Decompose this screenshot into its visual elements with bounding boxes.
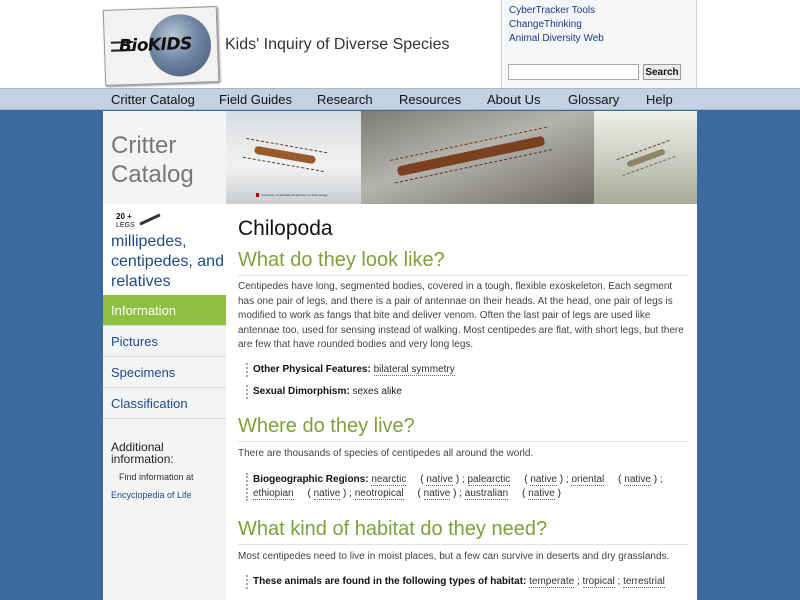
sidebar-item-pictures[interactable]: Pictures [103, 326, 226, 357]
nav-field-guides[interactable]: Field Guides [219, 92, 292, 107]
search-button[interactable]: Search [643, 64, 681, 80]
logo-text: BioKIDS [118, 33, 193, 57]
group-name: millipedes, centipedes, and relatives [111, 233, 224, 290]
dimorphism-row [246, 385, 686, 399]
search-input[interactable] [508, 64, 639, 80]
sidebar-item-information[interactable]: Information [103, 295, 226, 326]
photo-credit: University of Nebraska Department of Entomology [256, 193, 328, 197]
nav-critter-catalog[interactable]: Critter Catalog [111, 92, 195, 107]
other-features-label: Other Physical Features: [253, 364, 371, 375]
legs-number: 20 + [116, 212, 132, 221]
link-cybertracker[interactable]: CyberTracker Tools [509, 5, 596, 16]
other-features-value[interactable]: bilateral symmetry [373, 364, 455, 375]
region-oriental[interactable]: oriental [571, 474, 605, 485]
other-features-row [246, 363, 686, 377]
region-neotropical[interactable]: neotropical [354, 488, 404, 499]
additional-info-heading: Additional information: [111, 440, 174, 466]
region-nearctic[interactable]: nearctic [371, 474, 407, 485]
sidebar-item-specimens[interactable]: Specimens [103, 357, 226, 388]
live-text: There are thousands of species of centipedes all around the world. [238, 448, 534, 459]
habitat-temperate[interactable]: temperate [529, 576, 575, 587]
find-info-text: Find information at [119, 472, 194, 482]
page-title: Chilopoda [238, 217, 333, 240]
heading-look: What do they look like? [238, 249, 688, 276]
region-ethiopian[interactable]: ethiopian [253, 488, 294, 499]
dimorphism-label: Sexual Dimorphism: [253, 386, 350, 397]
habitat-terrestrial[interactable]: terrestrial [623, 576, 665, 587]
look-text: Centipedes have long, segmented bodies, covered in a tough, flexible exoskeleton. Each segment has one pair of legs, and there is a pair of antennae on their heads. At the head, one pair of legs is modified to work as fangs that bite and deliver venom. Often the last pair of legs are used like antennae too, used for sensing instead of walking. Most centipedes are flat, with short legs, but there are few that have rounded bodies and very long legs. [238, 281, 684, 350]
nav-glossary[interactable]: Glossary [568, 92, 620, 107]
group-header [103, 204, 226, 296]
legs-label: LEGS [116, 222, 135, 229]
link-changethinking[interactable]: ChangeThinking [509, 19, 582, 30]
side-nav [103, 295, 226, 419]
biokids-logo[interactable] [103, 6, 220, 86]
native-australian[interactable]: native [528, 488, 555, 499]
habitat-types-row: These animals are found in the following types of habitat: temperate ; tropical ; terrestrial [246, 575, 686, 589]
sidebar-item-classification[interactable]: Classification [103, 388, 226, 419]
region-australian[interactable]: australian [464, 488, 509, 499]
legs-count-icon [113, 212, 165, 234]
nav-help[interactable]: Help [646, 92, 673, 107]
main-nav [0, 88, 800, 110]
habitat-types-label: These animals are found in the following types of habitat: [253, 576, 527, 587]
banner-photos [226, 111, 697, 204]
site-title: Kids' Inquiry of Diverse Species [225, 36, 450, 53]
heading-live: Where do they live? [238, 415, 688, 442]
region-palearctic[interactable]: palearctic [467, 474, 511, 485]
nav-research[interactable]: Research [317, 92, 373, 107]
native-palearctic[interactable]: native [530, 474, 557, 485]
link-animal-diversity-web[interactable]: Animal Diversity Web [509, 33, 604, 44]
eol-link[interactable]: Encyclopedia of Life [111, 490, 192, 500]
regions-row: Biogeographic Regions: nearctic ( native ) ; palearctic ( native ) ; oriental ( native ) ; ethiopian ( native ) ; neotropical ( native ) ; australian ( native ) [246, 473, 686, 501]
nav-about-us[interactable]: About Us [487, 92, 541, 107]
habitat-text: Most centipedes need to live in moist places, but a few can survive in deserts and dry grasslands. [238, 551, 670, 562]
native-nearctic[interactable]: native [426, 474, 454, 485]
centipede-icon [139, 213, 160, 225]
native-ethiopian[interactable]: native [313, 488, 341, 499]
habitat-tropical[interactable]: tropical [582, 576, 615, 587]
nav-resources[interactable]: Resources [399, 92, 462, 107]
dimorphism-value: sexes alike [352, 386, 402, 397]
native-oriental[interactable]: native [624, 474, 651, 485]
section-title: Critter Catalog [111, 132, 194, 188]
heading-habitat: What kind of habitat do they need? [238, 518, 688, 545]
regions-label: Biogeographic Regions: [253, 474, 369, 485]
native-neotropical[interactable]: native [423, 488, 451, 499]
